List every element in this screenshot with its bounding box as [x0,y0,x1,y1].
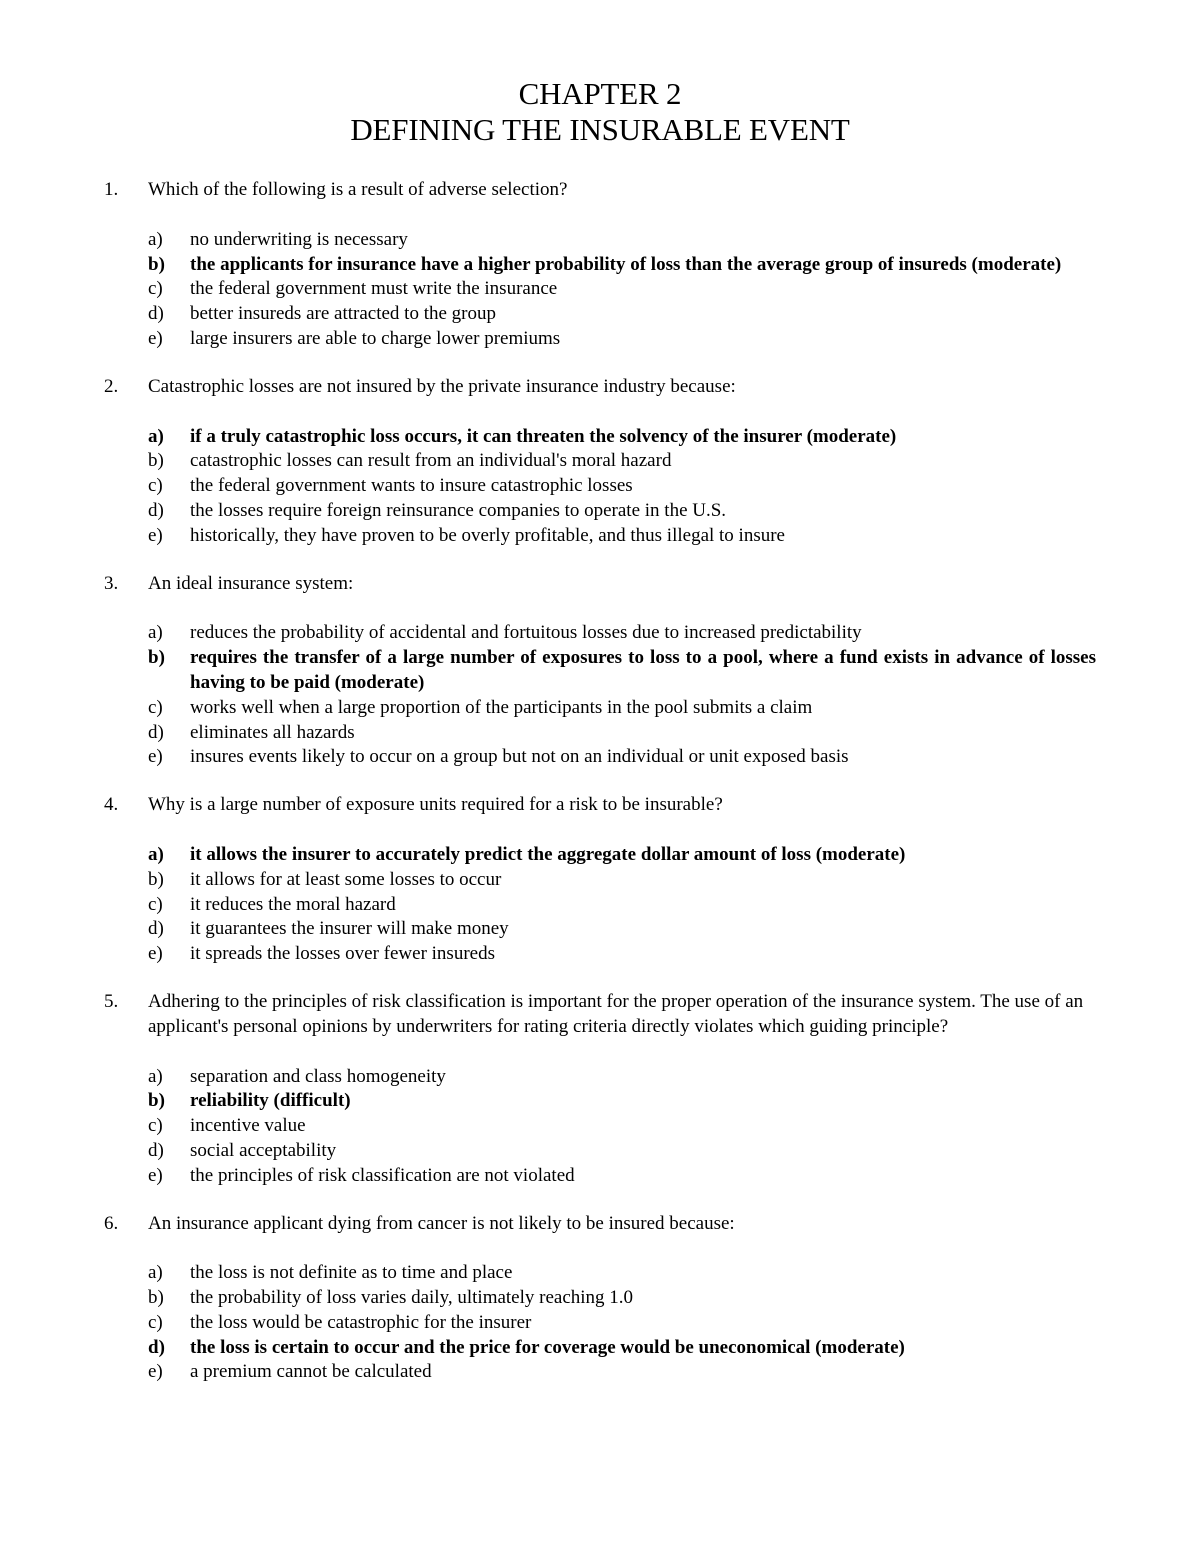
question-stem [0,793,1200,818]
answer-options [0,228,1200,352]
option-text: the principles of risk classification are not violated [190,1164,575,1186]
answer-option [0,893,1200,918]
option-letter: c) [148,893,163,915]
answer-options [0,1261,1200,1385]
answer-option [0,302,1200,327]
answer-option [0,621,1200,646]
chapter-header [0,76,1200,148]
option-letter: e) [148,524,163,546]
question-number: 3. [104,572,119,594]
answer-option [0,1286,1200,1311]
answer-options [0,425,1200,549]
option-letter: b) [148,1090,165,1112]
answer-option [0,474,1200,499]
answer-option-correct [0,646,1200,696]
question-1 [0,178,1200,352]
option-text: insures events likely to occur on a group but not on an individual or unit exposed basis [190,746,849,768]
option-letter: a) [148,622,163,644]
question-number: 1. [104,179,119,200]
question-number: 4. [104,794,119,816]
answer-option [0,228,1200,253]
answer-option [0,1261,1200,1286]
option-text: the loss is not definite as to time and place [190,1262,513,1284]
option-text: it allows for at least some losses to occur [190,868,502,890]
option-text: no underwriting is necessary [190,228,408,250]
option-letter: a) [148,1065,163,1087]
answer-option-correct [0,1089,1200,1114]
option-letter: b) [148,253,165,275]
option-letter: d) [148,918,164,940]
answer-option [0,277,1200,302]
answer-options [0,1065,1200,1189]
chapter-number: CHAPTER 2 [518,76,682,111]
question-text: Catastrophic losses are not insured by the private insurance industry because: [148,375,736,397]
answer-option [0,696,1200,721]
answer-option [0,1164,1200,1189]
answer-option-correct [0,425,1200,450]
option-text: better insureds are attracted to the group [190,303,496,325]
option-letter: e) [148,1361,163,1383]
option-text: if a truly catastrophic loss occurs, it can threaten the solvency of the insurer (moderate) [190,425,897,447]
question-6 [0,1212,1200,1386]
option-text: works well when a large proportion of the participants in the pool submits a claim [190,696,813,718]
option-letter: d) [148,303,164,325]
option-text: the federal government must write the insurance [190,278,558,300]
chapter-title: DEFINING THE INSURABLE EVENT [350,112,850,147]
question-stem [0,1212,1200,1237]
option-text: it allows the insurer to accurately predict the aggregate dollar amount of loss (moderate) [190,843,906,865]
option-letter: d) [148,1336,165,1358]
question-number: 2. [104,375,119,397]
option-text: the loss is certain to occur and the price for coverage would be uneconomical (moderate) [190,1336,905,1358]
option-text: catastrophic losses can result from an individual's moral hazard [190,450,672,472]
option-letter: a) [148,425,164,447]
question-stem [0,375,1200,400]
option-text: it guarantees the insurer will make money [190,918,509,940]
option-letter: a) [148,1262,163,1284]
option-text: the federal government wants to insure catastrophic losses [190,475,633,497]
option-letter: d) [148,499,164,521]
question-text: An insurance applicant dying from cancer is not likely to be insured because: [148,1212,735,1234]
option-text: incentive value [190,1115,306,1137]
option-text: the probability of loss varies daily, ultimately reaching 1.0 [190,1287,634,1309]
answer-option [0,917,1200,942]
question-text: Which of the following is a result of adverse selection? [148,179,568,200]
option-letter: d) [148,1139,164,1161]
option-text: the loss would be catastrophic for the insurer [190,1311,532,1333]
option-letter: c) [148,1115,163,1137]
answer-option-correct [0,253,1200,278]
question-number: 6. [104,1212,119,1234]
answer-option [0,1065,1200,1090]
answer-option [0,1114,1200,1139]
answer-option [0,1360,1200,1385]
option-text: it reduces the moral hazard [190,893,396,915]
answer-option [0,1139,1200,1164]
option-letter: e) [148,746,163,768]
option-letter: e) [148,327,163,349]
option-text: a premium cannot be calculated [190,1361,432,1383]
answer-option [0,745,1200,770]
option-text: historically, they have proven to be overly profitable, and thus illegal to insure [190,524,785,546]
question-text: Adhering to the principles of risk classification is important for the proper operation of the insurance system. The use of an applicant's personal opinions by underwriters for rating criteria directly violates which guiding principle? [148,990,1084,1037]
answer-option [0,868,1200,893]
option-letter: b) [148,647,165,669]
answer-option [0,721,1200,746]
option-letter: c) [148,1311,163,1333]
answer-option-correct [0,1336,1200,1361]
question-text: Why is a large number of exposure units required for a risk to be insurable? [148,794,723,816]
option-letter: a) [148,843,164,865]
option-text: requires the transfer of a large number of exposures to loss to a pool, where a fund exists in advance of losses having to be paid (moderate) [190,647,1096,693]
answer-option [0,499,1200,524]
answer-options [0,843,1200,967]
question-3 [0,572,1200,771]
question-number: 5. [104,990,119,1012]
option-text: eliminates all hazards [190,721,355,743]
option-letter: b) [148,450,164,472]
question-list [0,178,1200,1408]
answer-option [0,524,1200,549]
option-letter: c) [148,696,163,718]
option-letter: a) [148,228,163,250]
answer-option-correct [0,843,1200,868]
question-text: An ideal insurance system: [148,572,354,594]
option-letter: e) [148,1164,163,1186]
option-letter: e) [148,943,163,965]
question-stem [0,990,1200,1040]
answer-option [0,327,1200,352]
question-2 [0,375,1200,549]
option-text: the losses require foreign reinsurance companies to operate in the U.S. [190,499,727,521]
answer-option [0,942,1200,967]
option-text: it spreads the losses over fewer insureds [190,943,495,965]
option-text: the applicants for insurance have a higher probability of loss than the average group of insureds (moderate) [190,253,1062,275]
option-text: reliability (difficult) [190,1090,351,1112]
option-letter: b) [148,1287,164,1309]
answer-options [0,621,1200,770]
question-5 [0,990,1200,1189]
option-letter: d) [148,721,164,743]
question-4 [0,793,1200,967]
question-stem [0,572,1200,597]
option-letter: b) [148,868,164,890]
option-text: large insurers are able to charge lower premiums [190,327,561,349]
option-text: social acceptability [190,1139,337,1161]
option-letter: c) [148,278,163,300]
option-text: reduces the probability of accidental and fortuitous losses due to increased predictability [190,622,862,644]
question-stem [0,178,1200,203]
option-letter: c) [148,475,163,497]
answer-option [0,449,1200,474]
answer-option [0,1311,1200,1336]
option-text: separation and class homogeneity [190,1065,446,1087]
